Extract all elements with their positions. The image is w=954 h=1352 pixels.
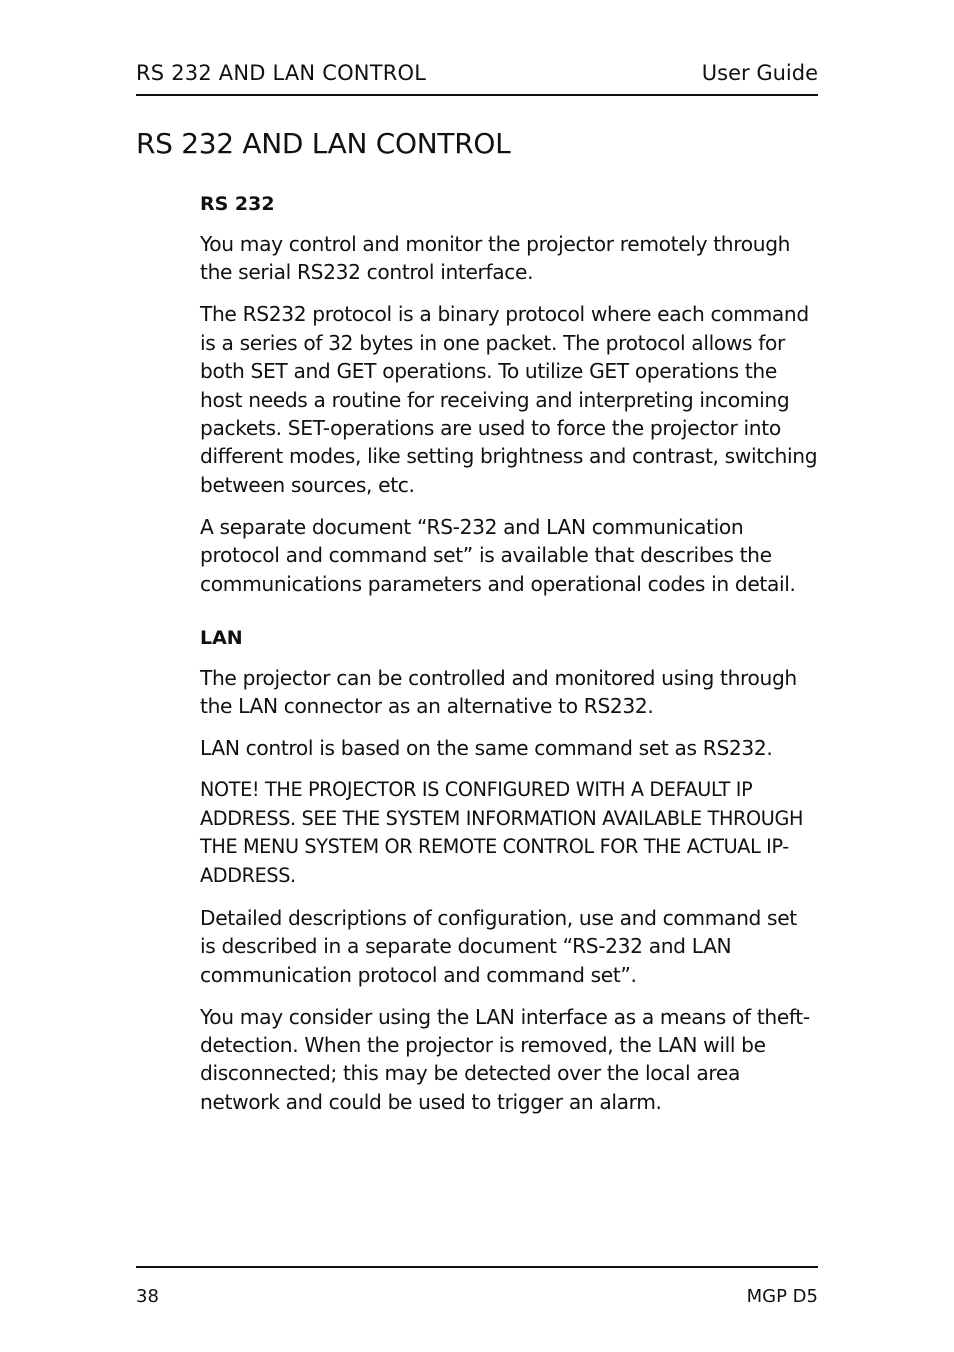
main-content: [200, 186, 818, 1130]
lan-paragraph-document: Detailed descriptions of configuration, use and command set is described in a separate document “RS-232 and LAN communication protocol and command set”.: [200, 905, 797, 987]
page-header: [136, 58, 818, 96]
rs232-paragraph-document: A separate document “RS-232 and LAN communication protocol and command set” is available that describes the communications parameters and operational codes in detail.: [200, 514, 796, 596]
lan-paragraph-command-set: LAN control is based on the same command set as RS232.: [200, 736, 773, 761]
header-guide-label: User Guide: [701, 61, 818, 85]
rs232-paragraph-intro: You may control and monitor the projector remotely through the serial RS232 control interface.: [200, 232, 791, 285]
lan-note: NOTE! THE PROJECTOR IS CONFIGURED WITH A DEFAULT IP ADDRESS. SEE THE SYSTEM INFORMATION AVAILABLE THROUGH THE MENU SYSTEM OR REMOTE CONTROL FOR THE ACTUAL IP-ADDRESS.: [200, 778, 804, 887]
page-title: RS 232 AND LAN CONTROL: [136, 127, 511, 160]
page-number: 38: [136, 1286, 159, 1307]
product-name: MGP D5: [746, 1286, 818, 1307]
page-footer: [136, 1266, 818, 1307]
lan-paragraph-theft-detection: You may consider using the LAN interface as a means of theft-detection. When the projector is removed, the LAN will be disconnected; this may be detected over the local area network and could be used to trigger an alarm.: [200, 1004, 810, 1114]
lan-paragraph-intro: The projector can be controlled and monitored using through the LAN connector as an alternative to RS232.: [200, 666, 797, 719]
header-section-title: RS 232 AND LAN CONTROL: [136, 61, 427, 85]
rs232-paragraph-protocol: The RS232 protocol is a binary protocol where each command is a series of 32 bytes in one packet. The protocol allows for both SET and GET operations. To utilize GET operations the host needs a routine for receiving and interpreting incoming packets. SET-operations are used to force the projector into different modes, like setting brightness and contrast, switching between sources, etc.: [200, 302, 818, 497]
rs232-heading: RS 232: [200, 193, 275, 215]
lan-heading: LAN: [200, 627, 243, 650]
